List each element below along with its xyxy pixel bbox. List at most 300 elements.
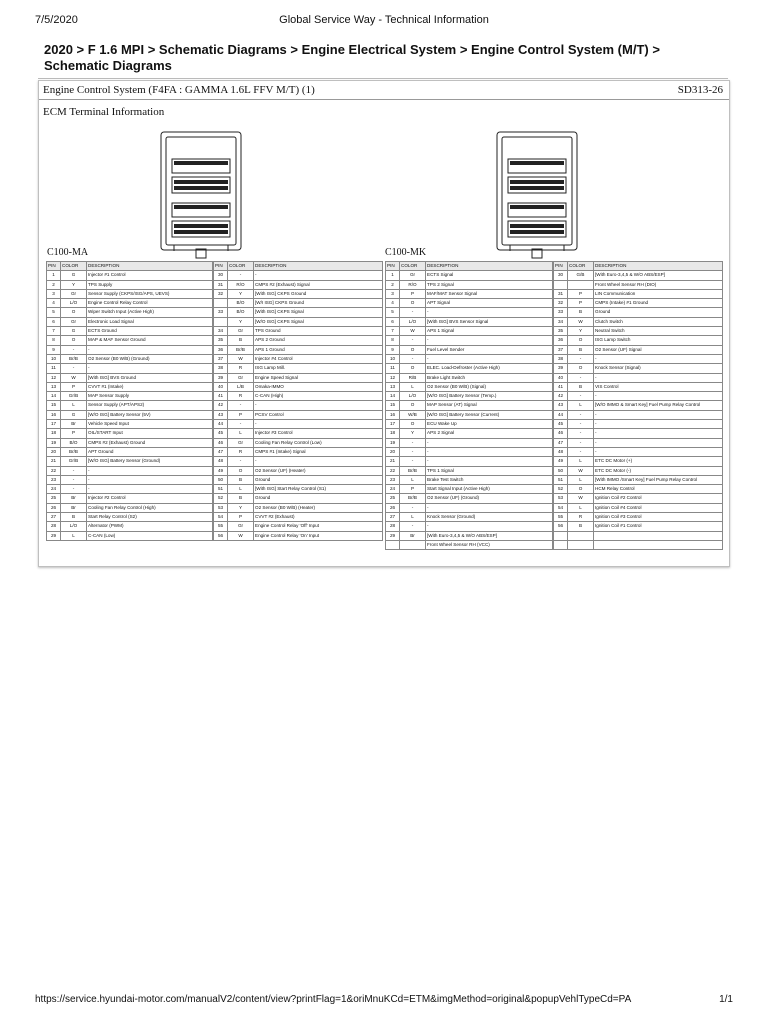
pin-description: Injector #1 Control: [87, 271, 213, 280]
wire-color: O: [400, 364, 426, 373]
wire-color: Gr: [228, 438, 254, 447]
pin-description: -: [87, 364, 213, 373]
pin-description: ECU Wake Up: [426, 420, 553, 429]
wire-color: G/B: [568, 271, 594, 280]
wire-color: -: [400, 354, 426, 363]
pin-number: 25: [47, 494, 61, 503]
pin-number: 43: [214, 410, 228, 419]
pin-description: -: [254, 420, 383, 429]
pin-number: 1: [386, 271, 400, 280]
wire-color: -: [61, 345, 87, 354]
connector-mk-pin-table: [385, 261, 723, 550]
pin-table-row: [47, 410, 383, 419]
wire-color: Br/B: [61, 447, 87, 456]
pin-table-row: [47, 289, 383, 298]
wire-color: P: [61, 429, 87, 438]
wire-color: W: [61, 373, 87, 382]
pin-table-row: [47, 438, 383, 447]
pin-table-row: [386, 494, 723, 503]
pin-table-row: [386, 308, 723, 317]
pin-number: 19: [386, 438, 400, 447]
pin-description: -: [594, 354, 723, 363]
pin-description: -: [426, 457, 553, 466]
pin-description: APS 2 Signal: [426, 429, 553, 438]
pin-description: APS 1 Signal: [426, 327, 553, 336]
pin-table-row: [386, 410, 723, 419]
pin-table-row: [47, 271, 383, 280]
wire-color: L: [400, 475, 426, 484]
pin-number: 30: [214, 271, 228, 280]
pin-number: 48: [214, 457, 228, 466]
pin-number: 55: [214, 522, 228, 531]
pin-description: -: [87, 345, 213, 354]
pin-table-row: [386, 457, 723, 466]
pin-description: Engine Control Relay Control: [87, 299, 213, 308]
pin-table-row: [47, 494, 383, 503]
pin-table-row: [47, 354, 383, 363]
pin-description: [W/O ISG] Battery Sensor (5V): [87, 410, 213, 419]
pin-number: 29: [47, 531, 61, 540]
pin-number: 3: [47, 289, 61, 298]
pin-description: Ground: [594, 308, 723, 317]
pin-table-row: [386, 280, 723, 289]
pin-description: C-CAN (High): [254, 392, 383, 401]
pin-number: 40: [214, 382, 228, 391]
pin-description: APS 1 Ground: [254, 345, 383, 354]
pin-number: 18: [47, 429, 61, 438]
pin-table-row: [386, 392, 723, 401]
pin-number: 24: [386, 485, 400, 494]
wire-color: R: [228, 447, 254, 456]
wire-color: -: [568, 429, 594, 438]
pin-number: 49: [214, 466, 228, 475]
pin-number: 38: [214, 364, 228, 373]
panel-code: SD313-26: [677, 84, 723, 96]
pin-description: [W/O ISG] CKPS Signal: [254, 317, 383, 326]
pin-number: 2: [386, 280, 400, 289]
pin-description: -: [426, 354, 553, 363]
pin-table-row: [47, 429, 383, 438]
wire-color: W: [228, 531, 254, 540]
pin-description: MAF/MAT Sensor Signal: [426, 289, 553, 298]
pin-description: CVVT #2 (Exhaust): [254, 513, 383, 522]
pin-description: Omaka-IMMO: [254, 382, 383, 391]
pin-number: 50: [214, 475, 228, 484]
pin-description: TPS Ground: [254, 327, 383, 336]
pin-number: 19: [47, 438, 61, 447]
pin-table-row: [386, 429, 723, 438]
pin-number: 27: [47, 513, 61, 522]
wire-color: Gr: [228, 373, 254, 382]
pin-number: 50: [554, 466, 568, 475]
wire-color: Gr/B: [61, 392, 87, 401]
pin-number: 45: [214, 429, 228, 438]
pin-table-header-cell: COLOR: [400, 262, 426, 271]
wire-color: -: [400, 503, 426, 512]
wire-color: -: [568, 420, 594, 429]
wire-color: -: [228, 457, 254, 466]
pin-description: Knock Sensor (Ground): [426, 513, 553, 522]
pin-number: 46: [554, 429, 568, 438]
pin-number: [214, 317, 228, 326]
pin-number: [214, 299, 228, 308]
footer-url: https://service.hyundai-motor.com/manualV2/content/view?printFlag=1&oriMnuKCd=ETM&imgMethod=original&popupVehlTypeCd=PA: [35, 994, 632, 1005]
pin-description: ISG Lamp Mill.: [254, 364, 383, 373]
pin-table-row: [386, 531, 723, 540]
pin-number: [554, 540, 568, 549]
pin-table-header-cell: COLOR: [61, 262, 87, 271]
wire-color: Br/B: [61, 354, 87, 363]
pin-table-row: [386, 382, 723, 391]
pin-number: 2: [47, 280, 61, 289]
wire-color: -: [568, 410, 594, 419]
wire-color: W: [568, 317, 594, 326]
pin-table-row: [386, 336, 723, 345]
pin-description: -: [254, 401, 383, 410]
wire-color: -: [61, 364, 87, 373]
panel-divider: [39, 99, 729, 100]
pin-number: 44: [214, 420, 228, 429]
pin-description: O2 Sensor (UF) Signal: [594, 345, 723, 354]
wire-color: L: [568, 503, 594, 512]
pin-number: 8: [386, 336, 400, 345]
wire-color: Br: [61, 420, 87, 429]
pin-description: Ground: [254, 494, 383, 503]
wire-color: [568, 531, 594, 540]
pin-description: -: [87, 466, 213, 475]
wire-color: L/O: [400, 392, 426, 401]
pin-table-header-row: [47, 262, 383, 271]
wire-color: L/O: [400, 317, 426, 326]
pin-number: 14: [47, 392, 61, 401]
wire-color: G: [61, 271, 87, 280]
pin-description: -: [594, 429, 723, 438]
wire-color: L: [568, 457, 594, 466]
pin-number: 5: [386, 308, 400, 317]
pin-table-row: [47, 457, 383, 466]
panel-subtitle: ECM Terminal Information: [43, 106, 165, 118]
wire-color: R: [228, 392, 254, 401]
pin-table-row: [47, 522, 383, 531]
wire-color: L/O: [61, 522, 87, 531]
pin-table-header-cell: DESCRIPTION: [594, 262, 723, 271]
pin-table-row: [47, 327, 383, 336]
pin-description: -: [594, 392, 723, 401]
pin-description: MAP Sensor (AT) Signal: [426, 401, 553, 410]
pin-table-row: [386, 289, 723, 298]
pin-number: 52: [554, 485, 568, 494]
wire-color: Br/B: [400, 466, 426, 475]
pin-table-row: [47, 531, 383, 540]
pin-number: 22: [47, 466, 61, 475]
wire-color: -: [400, 447, 426, 456]
pin-number: 4: [386, 299, 400, 308]
pin-table-row: [47, 420, 383, 429]
pin-table-row: [386, 475, 723, 484]
pin-description: VIS Control: [594, 382, 723, 391]
wire-color: -: [568, 447, 594, 456]
pin-description: Engine Speed Signal: [254, 373, 383, 382]
wire-color: -: [61, 485, 87, 494]
pin-description: MAP & MAF Sensor Ground: [87, 336, 213, 345]
pin-table-row: [47, 447, 383, 456]
wire-color: O: [400, 299, 426, 308]
pin-number: 28: [386, 522, 400, 531]
wire-color: W: [568, 466, 594, 475]
pin-number: 18: [386, 429, 400, 438]
wire-color: Y: [228, 317, 254, 326]
pin-table-header-cell: COLOR: [568, 262, 594, 271]
pin-description: O2 Sensor (B0 W/B) (Signal): [426, 382, 553, 391]
pin-description: PCSV Control: [254, 410, 383, 419]
pin-description: CMPS #2 (Exhaust) Signal: [254, 280, 383, 289]
pin-number: 52: [214, 494, 228, 503]
pin-number: 29: [386, 531, 400, 540]
pin-table-row: [386, 513, 723, 522]
pin-number: 43: [554, 401, 568, 410]
wire-color: P: [568, 299, 594, 308]
pin-description: O2 Sensor (UF) (Heater): [254, 466, 383, 475]
pin-description: [With IMMO /Smart Key] Fuel Pump Relay Control: [594, 475, 723, 484]
pin-number: 31: [554, 289, 568, 298]
wire-color: G: [61, 327, 87, 336]
pin-description: CMPS #1 (Intake) Signal: [254, 447, 383, 456]
pin-description: CMPS (Intake) #1 Ground: [594, 299, 723, 308]
wire-color: [568, 540, 594, 549]
pin-number: [386, 540, 400, 549]
pin-description: Clutch Switch: [594, 317, 723, 326]
pin-number: 15: [47, 401, 61, 410]
pin-description: O2 Sensor (B0 W/B) (Heater): [254, 503, 383, 512]
pin-number: 11: [47, 364, 61, 373]
pin-description: Ignition Coil #2 Control: [594, 494, 723, 503]
wire-color: P: [400, 485, 426, 494]
pin-table-header-cell: DESCRIPTION: [87, 262, 213, 271]
wire-color: Br: [400, 531, 426, 540]
wire-color: -: [228, 271, 254, 280]
pin-table-row: [386, 271, 723, 280]
wire-color: -: [61, 475, 87, 484]
pin-number: 10: [47, 354, 61, 363]
pin-number: 17: [47, 420, 61, 429]
pin-table-row: [47, 513, 383, 522]
wire-color: [568, 280, 594, 289]
pin-number: 37: [214, 354, 228, 363]
pin-table-row: [47, 466, 383, 475]
pin-number: 4: [47, 299, 61, 308]
pin-number: 8: [47, 336, 61, 345]
pin-number: 54: [214, 513, 228, 522]
pin-number: 47: [214, 447, 228, 456]
pin-number: 55: [554, 513, 568, 522]
wire-color: P: [400, 289, 426, 298]
pin-table-row: [47, 382, 383, 391]
pin-number: 11: [386, 364, 400, 373]
pin-description: ECTS Signal: [426, 271, 553, 280]
connector-ma-diagram: [160, 131, 242, 259]
wire-color: Br/B: [400, 494, 426, 503]
pin-table-header-cell: PIN: [214, 262, 228, 271]
pin-number: 5: [47, 308, 61, 317]
pin-description: -: [594, 447, 723, 456]
pin-number: 24: [47, 485, 61, 494]
pin-description: -: [254, 457, 383, 466]
pin-table-row: [47, 317, 383, 326]
pin-description: ELEC. Load-Defroster (Active High): [426, 364, 553, 373]
wire-color: R/B: [400, 373, 426, 382]
wire-color: R/O: [400, 280, 426, 289]
pin-description: MAP Sensor Supply: [87, 392, 213, 401]
pin-number: 1: [47, 271, 61, 280]
wire-color: -: [61, 466, 87, 475]
pin-number: 42: [554, 392, 568, 401]
pin-table-header-cell: PIN: [47, 262, 61, 271]
wire-color: P: [61, 382, 87, 391]
wire-color: O: [568, 485, 594, 494]
wire-color: Gr/B: [61, 457, 87, 466]
pin-table-row: [386, 354, 723, 363]
print-title: Global Service Way - Technical Information: [279, 14, 489, 26]
pin-table-row: [386, 438, 723, 447]
pin-description: Front Wheel Sensor RH (VCC): [426, 540, 553, 549]
pin-number: 23: [386, 475, 400, 484]
pin-description: [W/I ISG] CKPS Ground: [254, 299, 383, 308]
pin-table-row: [47, 392, 383, 401]
wire-color: Y: [228, 503, 254, 512]
wire-color: W: [568, 494, 594, 503]
pin-number: 36: [554, 336, 568, 345]
pin-number: 34: [554, 317, 568, 326]
pin-number: 7: [47, 327, 61, 336]
pin-number: 30: [554, 271, 568, 280]
wire-color: O: [61, 336, 87, 345]
wire-color: L: [61, 531, 87, 540]
pin-number: 47: [554, 438, 568, 447]
pin-number: 12: [386, 373, 400, 382]
pin-number: 53: [214, 503, 228, 512]
pin-description: Brake Test Switch: [426, 475, 553, 484]
wire-color: Y: [228, 289, 254, 298]
wire-color: -: [400, 336, 426, 345]
pin-table-row: [47, 336, 383, 345]
connector-mk-diagram: [496, 131, 578, 259]
pin-table-row: [386, 327, 723, 336]
pin-description: [With ISG] BVS Ground: [87, 373, 213, 382]
wire-color: P: [568, 289, 594, 298]
pin-description: -: [254, 271, 383, 280]
pin-description: APS 2 Ground: [254, 336, 383, 345]
wire-color: Y: [400, 429, 426, 438]
wire-color: O: [400, 420, 426, 429]
pin-table-row: [47, 364, 383, 373]
pin-number: 13: [386, 382, 400, 391]
pin-table-row: [386, 364, 723, 373]
pin-table-row: [47, 345, 383, 354]
pin-description: LIN Communication: [594, 289, 723, 298]
schematic-panel: [38, 80, 730, 567]
pin-description: Knock Sensor (Signal): [594, 364, 723, 373]
wire-color: B/O: [228, 308, 254, 317]
pin-description: Ignition Coil #4 Control: [594, 503, 723, 512]
pin-description: Ground: [254, 475, 383, 484]
wire-color: L: [61, 401, 87, 410]
pin-number: 21: [386, 457, 400, 466]
pin-description: Engine Control Relay 'On' Input: [254, 531, 383, 540]
pin-description: Ignition Coil #1 Control: [594, 522, 723, 531]
pin-description: -: [87, 475, 213, 484]
pin-number: 54: [554, 503, 568, 512]
wire-color: B/O: [228, 299, 254, 308]
wire-color: W: [228, 354, 254, 363]
pin-number: 22: [386, 466, 400, 475]
wire-color: Gr: [228, 522, 254, 531]
wire-color: -: [568, 392, 594, 401]
pin-description: ISG Lamp Switch: [594, 336, 723, 345]
pin-number: 28: [47, 522, 61, 531]
pin-description: -: [426, 336, 553, 345]
wire-color: L: [228, 429, 254, 438]
pin-number: 51: [214, 485, 228, 494]
pin-number: 51: [554, 475, 568, 484]
pin-number: 44: [554, 410, 568, 419]
pin-description: -: [594, 410, 723, 419]
wire-color: B: [228, 336, 254, 345]
connector-ma-label: C100-MA: [47, 247, 89, 258]
pin-number: 16: [47, 410, 61, 419]
panel-title: Engine Control System (F4FA : GAMMA 1.6L FFV M/T) (1): [43, 84, 315, 96]
pin-number: 13: [47, 382, 61, 391]
pin-table-row: [386, 420, 723, 429]
pin-table-row: [386, 540, 723, 549]
pin-number: 31: [214, 280, 228, 289]
pin-description: -: [87, 485, 213, 494]
pin-table-row: [386, 401, 723, 410]
pin-number: 23: [47, 475, 61, 484]
pin-description: [With ISG] CKPS Signal: [254, 308, 383, 317]
pin-description: Engine Control Relay 'Off' Input: [254, 522, 383, 531]
wire-color: R/O: [228, 280, 254, 289]
pin-description: [W/O ISG] Battery Sensor (Ground): [87, 457, 213, 466]
wire-color: B/O: [61, 438, 87, 447]
pin-number: 33: [554, 308, 568, 317]
wire-color: Gr: [61, 317, 87, 326]
wire-color: B: [568, 522, 594, 531]
wire-color: Br: [61, 494, 87, 503]
wire-color: -: [400, 308, 426, 317]
pin-description: Start Signal Input (Active High): [426, 485, 553, 494]
pin-description: [With Euro-3,4,5 & W/O ABS/ESP]: [594, 271, 723, 280]
pin-number: 17: [386, 420, 400, 429]
wire-color: Gr: [61, 289, 87, 298]
pin-number: 39: [554, 364, 568, 373]
pin-table-row: [47, 280, 383, 289]
wire-color: O: [61, 308, 87, 317]
pin-description: C-CAN (Low): [87, 531, 213, 540]
pin-description: HCM Relay Control: [594, 485, 723, 494]
connector-ma-pin-table: [46, 261, 383, 541]
wire-color: O: [568, 336, 594, 345]
wire-color: R: [568, 513, 594, 522]
wire-color: Gr: [400, 271, 426, 280]
pin-number: 32: [554, 299, 568, 308]
pin-description: [W/O IMMO & Smart Key] Fuel Pump Relay Control: [594, 401, 723, 410]
pin-number: 46: [214, 438, 228, 447]
pin-table-row: [386, 299, 723, 308]
pin-number: 34: [214, 327, 228, 336]
pin-number: 41: [554, 382, 568, 391]
wire-color: Gr: [228, 327, 254, 336]
pin-description: ETC DC Motor (-): [594, 466, 723, 475]
